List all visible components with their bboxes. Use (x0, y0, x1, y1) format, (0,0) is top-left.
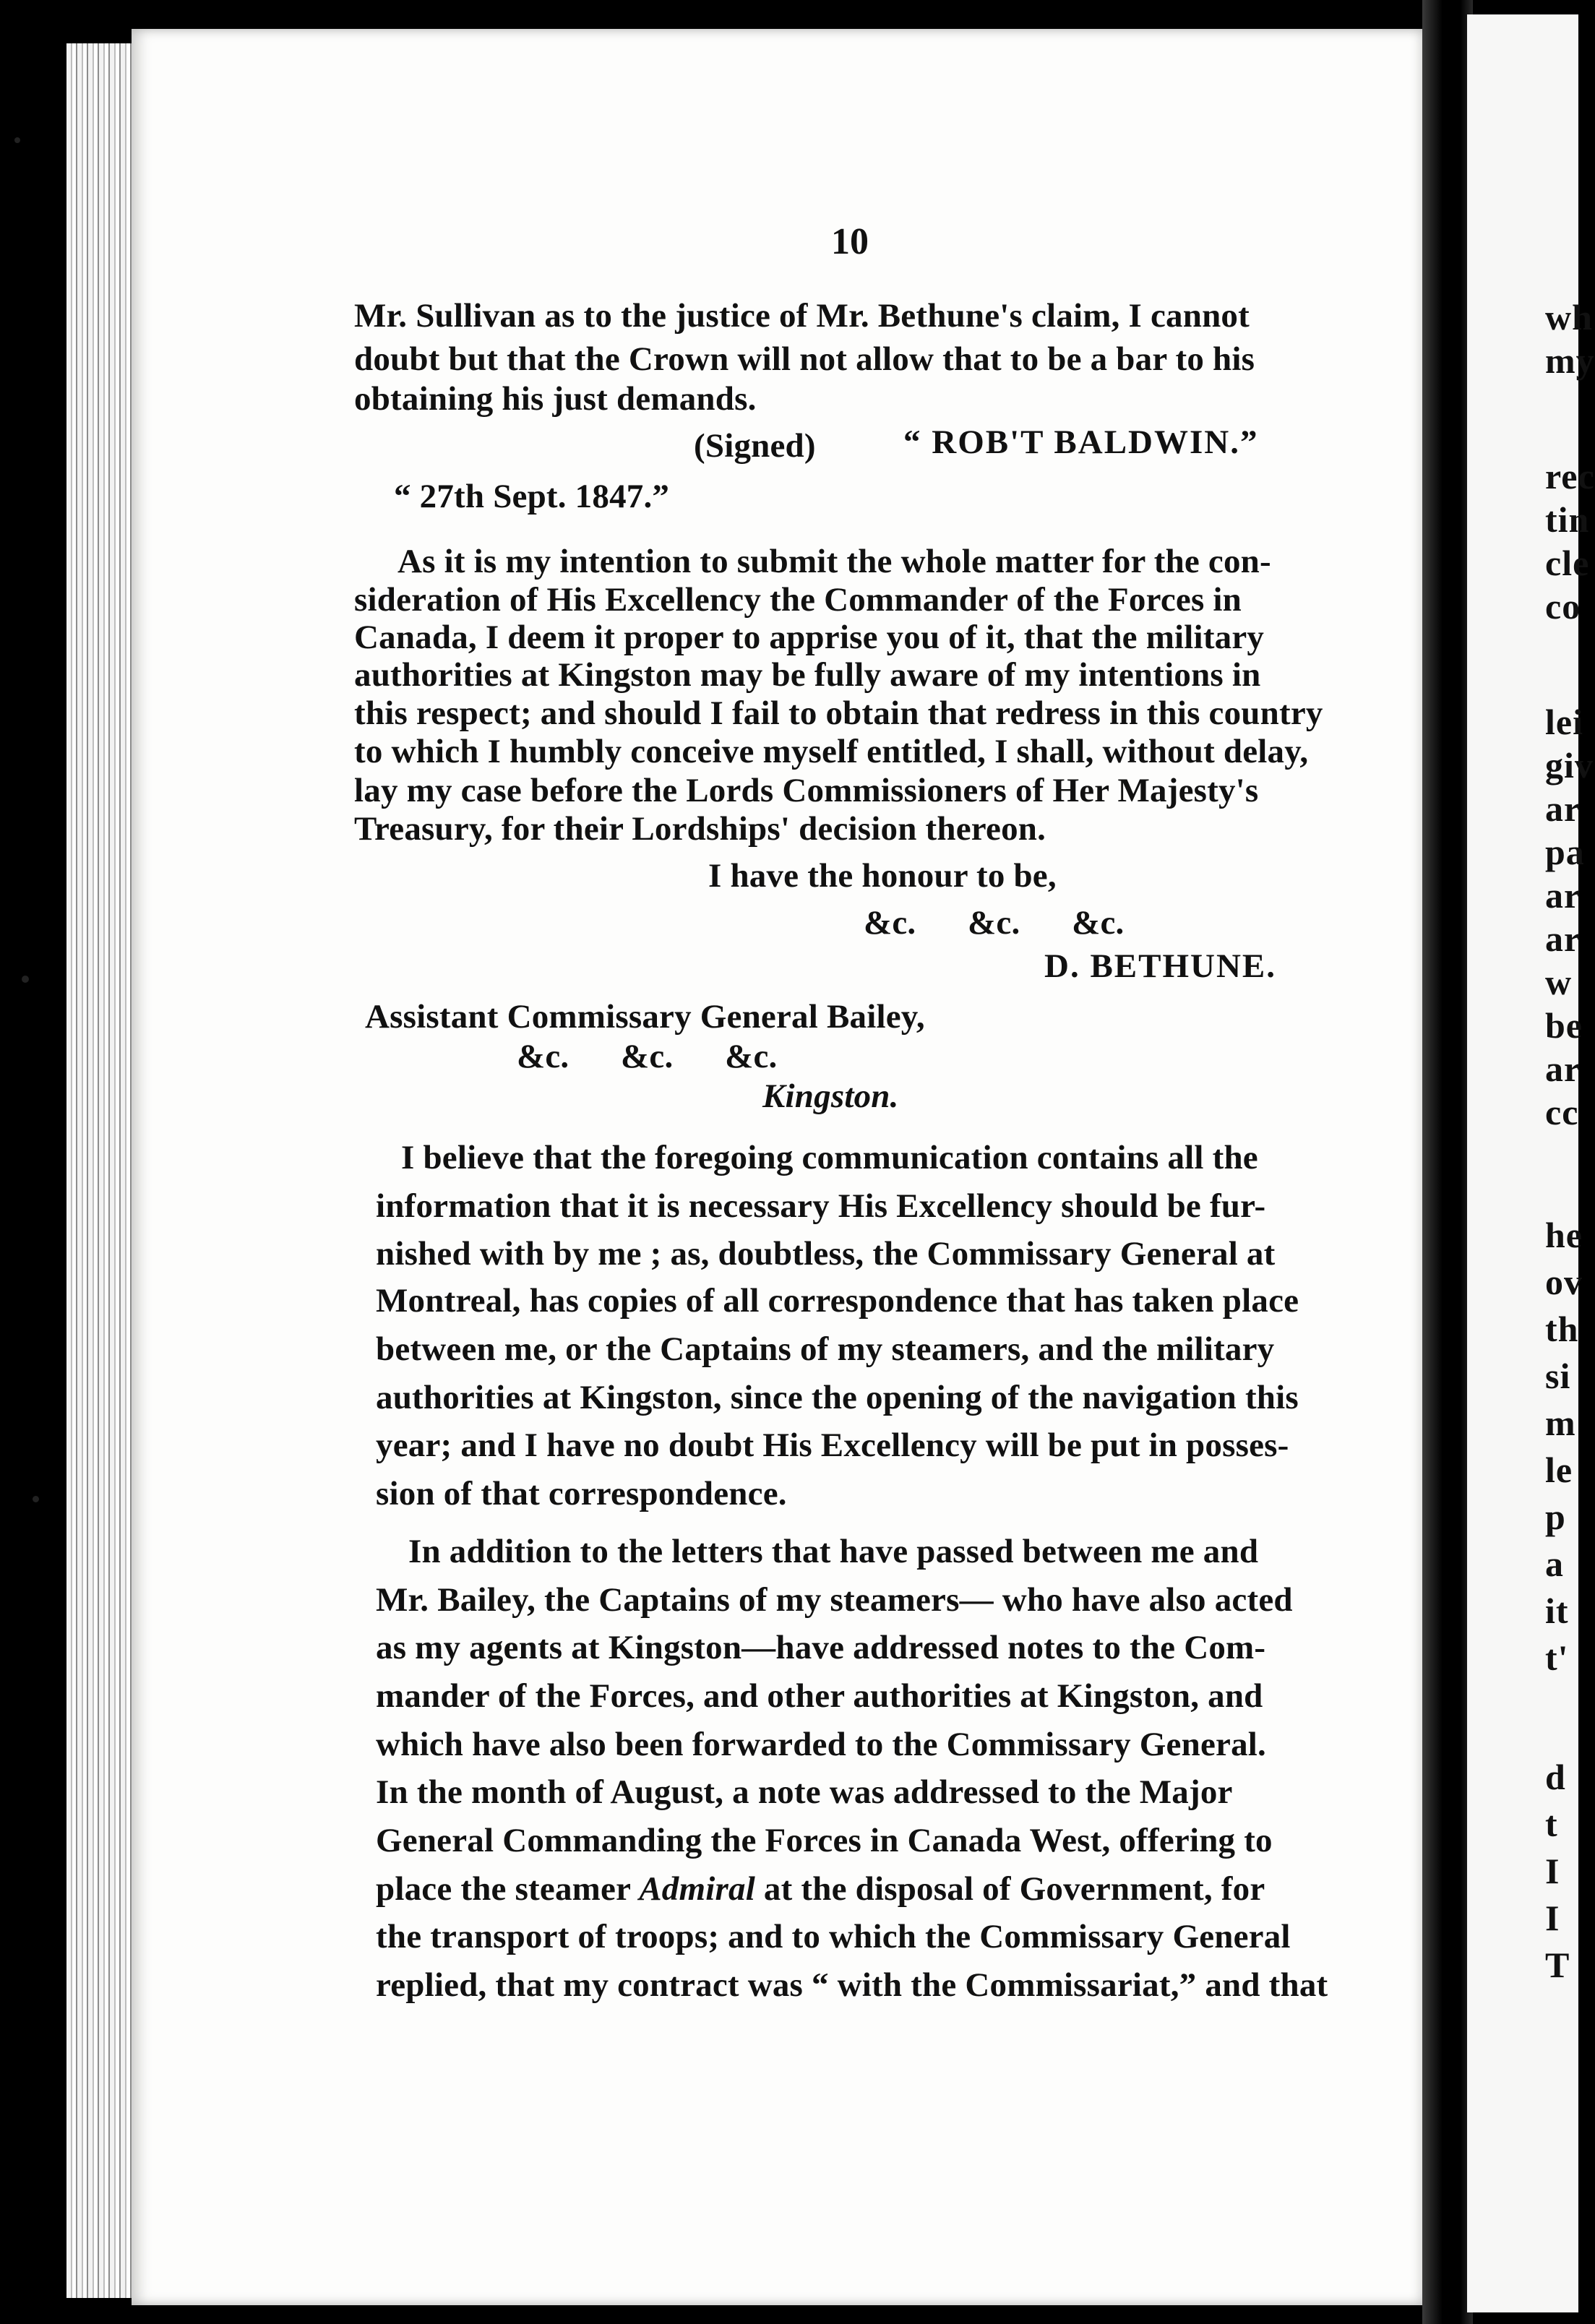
facing-page-fragment: a (1545, 1544, 1564, 1584)
facing-page-fragment: cle (1545, 543, 1590, 583)
facing-page-fragment: t' (1545, 1637, 1569, 1678)
text-line: the transport of troops; and to which the Commissary General (376, 1918, 1291, 1955)
facing-page-fragment: ov (1545, 1262, 1583, 1302)
text-line: authorities at Kingston, since the opening of the navigation this (376, 1379, 1299, 1416)
facing-page-fragment: my (1545, 340, 1595, 381)
text-line: nished with by me ; as, doubtless, the Commissary General at (376, 1235, 1276, 1273)
facing-page-fragment: tin (1545, 499, 1590, 540)
addressee: Assistant Commissary General Bailey, (365, 998, 925, 1036)
facing-page-fragment: giv (1545, 745, 1594, 786)
facing-page-fragment: rec (1545, 456, 1595, 496)
scan-speck (14, 137, 20, 143)
text-line: year; and I have no doubt His Excellency will be put in posses- (376, 1426, 1289, 1464)
text-line: In the month of August, a note was addressed to the Major (376, 1773, 1233, 1811)
text-line: doubt but that the Crown will not allow that to be a bar to his (354, 340, 1255, 378)
text-line: In addition to the letters that have passed between me and (408, 1533, 1259, 1570)
text-line: I believe that the foregoing communication contains all the (401, 1139, 1258, 1176)
facing-page-fragment: si (1545, 1356, 1571, 1396)
facing-page-fragment: T (1545, 1945, 1570, 1985)
text-line: authorities at Kingston may be fully aware of my intentions in (354, 656, 1261, 694)
facing-page-fragment: cc (1545, 1092, 1579, 1132)
text-line: Mr. Sullivan as to the justice of Mr. Bethune's claim, I cannot (354, 297, 1250, 335)
text-line: lay my case before the Lords Commissioners of Her Majesty's (354, 772, 1259, 809)
text-line: sideration of His Excellency the Commander of the Forces in (354, 581, 1242, 619)
letter-date: “ 27th Sept. 1847.” (394, 478, 670, 515)
text-line: Treasury, for their Lordships' decision thereon. (354, 810, 1046, 848)
facing-page-fragment: w (1545, 962, 1573, 1002)
text-fragment: at the disposal of Government, for (754, 1870, 1265, 1908)
facing-page-fragment: it (1545, 1591, 1569, 1631)
facing-page-fragment: m (1545, 1403, 1576, 1443)
facing-page-fragment: I (1545, 1851, 1560, 1891)
facing-page-fragment: I (1545, 1898, 1560, 1938)
facing-page-fragment: be (1545, 1005, 1583, 1046)
text-line: this respect; and should I fail to obtain that redress in this country (354, 694, 1323, 732)
facing-page (1467, 14, 1595, 2312)
signer-name: “ ROB'T BALDWIN.” (903, 423, 1259, 461)
signature: D. BETHUNE. (1044, 947, 1277, 985)
facing-page-fragment: le (1545, 1450, 1573, 1490)
text-line: between me, or the Captains of my steamers, and the military (376, 1330, 1275, 1368)
text-line: General Commanding the Forces in Canada West, offering to (376, 1822, 1273, 1859)
text-line: obtaining his just demands. (354, 380, 757, 418)
facing-page-fragment: wh (1545, 297, 1593, 337)
facing-page-fragment: ar (1545, 1049, 1581, 1089)
text-line: sion of that correspondence. (376, 1475, 787, 1512)
facing-page-fragment: t (1545, 1804, 1558, 1844)
book-gutter (1422, 0, 1473, 2324)
text-line: As it is my intention to submit the whole matter for the con- (397, 543, 1271, 580)
facing-page-fragment: co (1545, 586, 1581, 627)
facing-page-fragment: ar (1545, 875, 1581, 916)
page-stack-edges (66, 43, 139, 2298)
text-line: information that it is necessary His Excellency should be fur- (376, 1187, 1266, 1225)
scan-left-border (0, 0, 72, 2324)
facing-page-fragment: ar (1545, 918, 1581, 959)
text-line: Mr. Bailey, the Captains of my steamers— who have also acted (376, 1581, 1293, 1619)
signed-label: (Signed) (694, 427, 816, 465)
facing-page-fragment: he (1545, 1215, 1583, 1255)
facing-page-fragment: p (1545, 1497, 1566, 1537)
scan-speck (33, 1496, 39, 1502)
facing-page-fragment: d (1545, 1757, 1566, 1797)
addressee-etc: &c. &c. &c. (517, 1038, 778, 1075)
etc-line: &c. &c. &c. (864, 904, 1125, 942)
addressee-place: Kingston. (762, 1077, 899, 1115)
scan-speck (22, 976, 29, 983)
facing-page-fragment: ar (1545, 788, 1581, 829)
text-line: to which I humbly conceive myself entitled, I shall, without delay, (354, 733, 1309, 770)
text-line: mander of the Forces, and other authorities at Kingston, and (376, 1677, 1263, 1715)
page-number: 10 (831, 221, 869, 262)
text-line: which have also been forwarded to the Commissary General. (376, 1726, 1266, 1763)
text-fragment: place the steamer (376, 1870, 640, 1908)
text-line (376, 1869, 1265, 1908)
facing-page-fragment: th (1545, 1309, 1579, 1349)
closing-line: I have the honour to be, (708, 857, 1057, 895)
steamer-name: Admiral (639, 1870, 755, 1908)
text-line: as my agents at Kingston—have addressed notes to the Com- (376, 1629, 1266, 1666)
facing-page-fragment: pa (1545, 832, 1585, 872)
facing-page-fragment: lei (1545, 702, 1583, 742)
text-line: replied, that my contract was “ with the Commissariat,” and that (376, 1966, 1328, 2004)
text-line: Montreal, has copies of all correspondence that has taken place (376, 1282, 1299, 1320)
text-line: Canada, I deem it proper to apprise you of it, that the military (354, 619, 1265, 656)
